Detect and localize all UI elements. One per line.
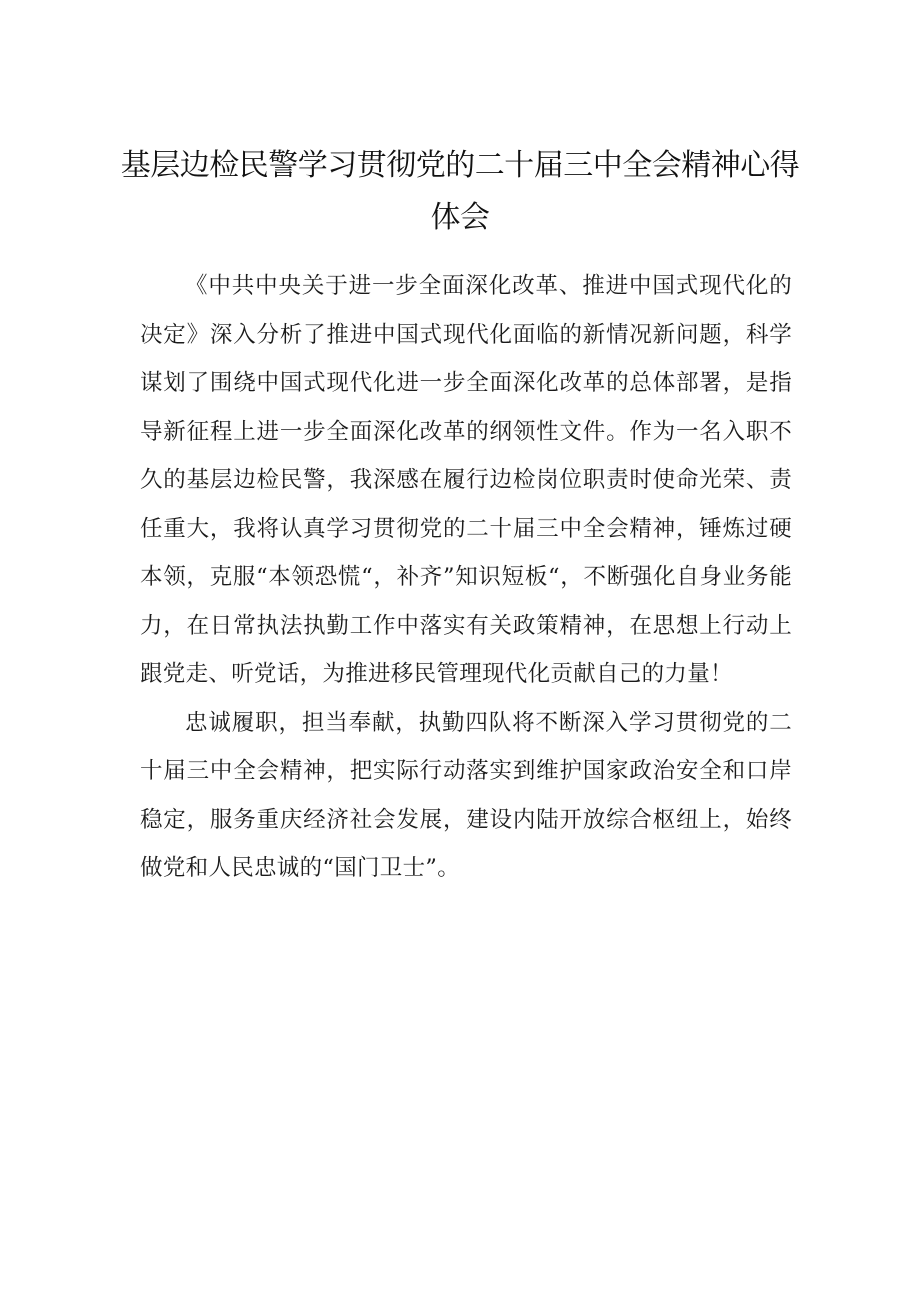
paragraph: 忠诚履职，担当奉献，执勤四队将不断深入学习贯彻党的二十届三中全会精神，把实际行动落实到维护国家政治安全和口岸稳定，服务重庆经济社会发展，建设内陆开放综合枢纽上，始终做党和人民忠诚的“国门卫士”。	[140, 709, 792, 881]
paragraph: 《中共中央关于进一步全面深化改革、推进中国式现代化的决定》深入分析了推进中国式现代化面临的新情况新问题，科学谋划了围绕中国式现代化进一步全面深化改革的总体部署，是指导新征程上进一步全面深化改革的纲领性文件。作为一名入职不久的基层边检民警，我深感在履行边检岗位职责时使命光荣、责任重大，我将认真学习贯彻党的二十届三中全会精神，锤炼过硬本领，克服“本领恐慌“，补齐”知识短板“，不断强化自身业务能力，在日常执法执勤工作中落实有关政策精神，在思想上行动上跟党走、听党话，为推进移民管理现代化贡献自己的力量！	[140, 273, 792, 687]
document-body	[140, 262, 792, 893]
document-title: 基层边检民警学习贯彻党的二十届三中全会精神心得体会	[120, 148, 800, 235]
